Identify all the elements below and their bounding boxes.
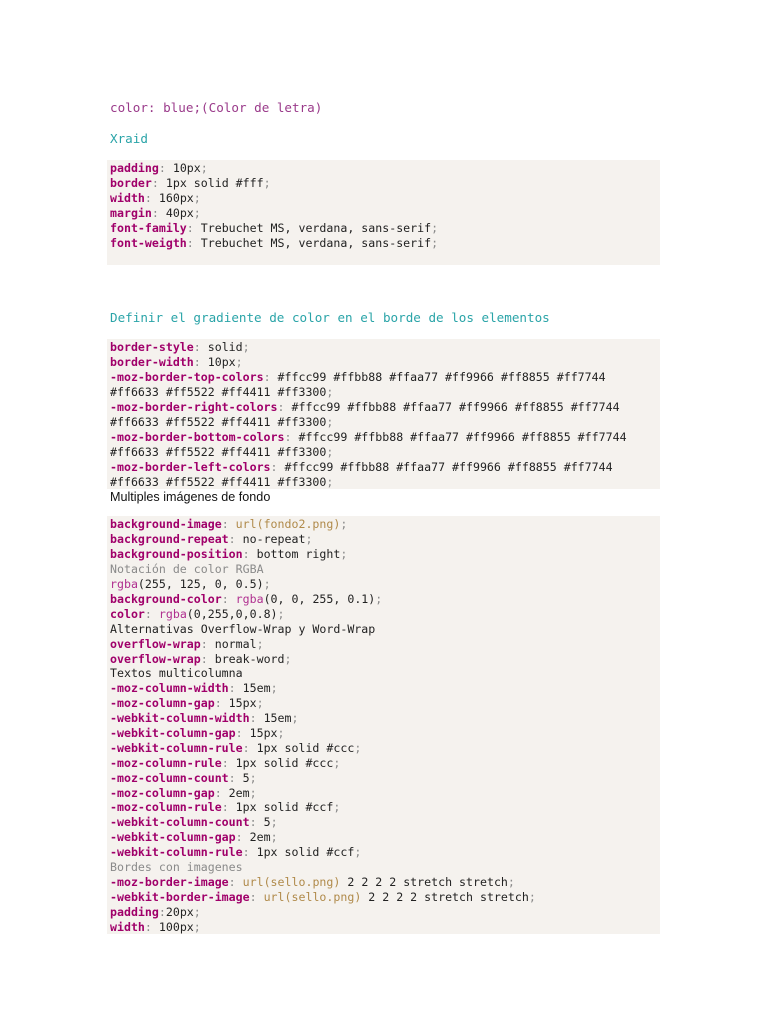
code-line: -webkit-column-gap: 2em; [110, 830, 278, 844]
code-line: -moz-column-gap: 2em; [110, 786, 257, 800]
code-line: -webkit-column-rule: 1px solid #ccf; [110, 845, 362, 859]
code-line: font-weigth: Trebuchet MS, verdana, sans-serif; [110, 236, 439, 250]
code-line: -moz-border-bottom-colors: #ffcc99 #ffbb88 #ffaa77 #ff9966 #ff8855 #ff7744 [110, 430, 627, 444]
multiples-heading: Multiples imágenes de fondo [110, 490, 271, 504]
code-line: -webkit-column-rule: 1px solid #ccc; [110, 741, 362, 755]
code-line: width: 160px; [110, 191, 201, 205]
code-comment: Notación de color RGBA [110, 562, 264, 576]
code-line: border-width: 10px; [110, 355, 243, 369]
code-line: #ff6633 #ff5522 #ff4411 #ff3300; [110, 385, 334, 399]
code-line: padding:20px; [110, 905, 201, 919]
code-line: rgba(255, 125, 0, 0.5); [110, 577, 271, 591]
code-line: -webkit-column-count: 5; [110, 815, 278, 829]
code-line: Textos multicolumna [110, 666, 243, 680]
code-line: padding: 10px; [110, 161, 208, 175]
code-line: -moz-border-right-colors: #ffcc99 #ffbb88 #ffaa77 #ff9966 #ff8855 #ff7744 [110, 400, 620, 414]
code-line: #ff6633 #ff5522 #ff4411 #ff3300; [110, 445, 334, 459]
code-line: overflow-wrap: normal; [110, 637, 264, 651]
code-line: background-color: rgba(0, 0, 255, 0.1); [110, 592, 383, 606]
code-line: border-style: solid; [110, 340, 250, 354]
gradient-heading: Definir el gradiente de color en el borde de los elementos [110, 310, 550, 325]
code-line: -webkit-column-gap: 15px; [110, 726, 285, 740]
code-line: -moz-border-top-colors: #ffcc99 #ffbb88 #ffaa77 #ff9966 #ff8855 #ff7744 [110, 370, 606, 384]
code-line: -moz-column-rule: 1px solid #ccf; [110, 800, 341, 814]
code-line: -moz-column-width: 15em; [110, 681, 278, 695]
code-line: #ff6633 #ff5522 #ff4411 #ff3300; [110, 475, 334, 489]
code-line: -webkit-border-image: url(sello.png) 2 2 2 2 stretch stretch; [110, 890, 536, 904]
code-line: -moz-border-left-colors: #ffcc99 #ffbb88 #ffaa77 #ff9966 #ff8855 #ff7744 [110, 460, 613, 474]
code-line: -moz-column-rule: 1px solid #ccc; [110, 756, 341, 770]
code-line: background-image: url(fondo2.png); [110, 517, 348, 531]
color-line: color: blue;(Color de letra) [110, 100, 323, 115]
code-line: #ff6633 #ff5522 #ff4411 #ff3300; [110, 415, 334, 429]
code-line: overflow-wrap: break-word; [110, 652, 292, 666]
code-line: border: 1px solid #fff; [110, 176, 271, 190]
code-line: -moz-column-gap: 15px; [110, 696, 264, 710]
code-line: -moz-column-count: 5; [110, 771, 257, 785]
code-line: color: rgba(0,255,0,0.8); [110, 607, 285, 621]
code-line: Alternativas Overflow-Wrap y Word-Wrap [110, 622, 376, 636]
code-line: background-position: bottom right; [110, 547, 348, 561]
code-line: background-repeat: no-repeat; [110, 532, 313, 546]
code-line: width: 100px; [110, 920, 201, 934]
code-line: -moz-border-image: url(sello.png) 2 2 2 2 stretch stretch; [110, 875, 515, 889]
code-comment: Bordes con imagenes [110, 860, 243, 874]
code-line: -webkit-column-width: 15em; [110, 711, 299, 725]
code-line: margin: 40px; [110, 206, 201, 220]
code-line: font-family: Trebuchet MS, verdana, sans-serif; [110, 221, 439, 235]
xraid-heading: Xraid [110, 131, 148, 146]
